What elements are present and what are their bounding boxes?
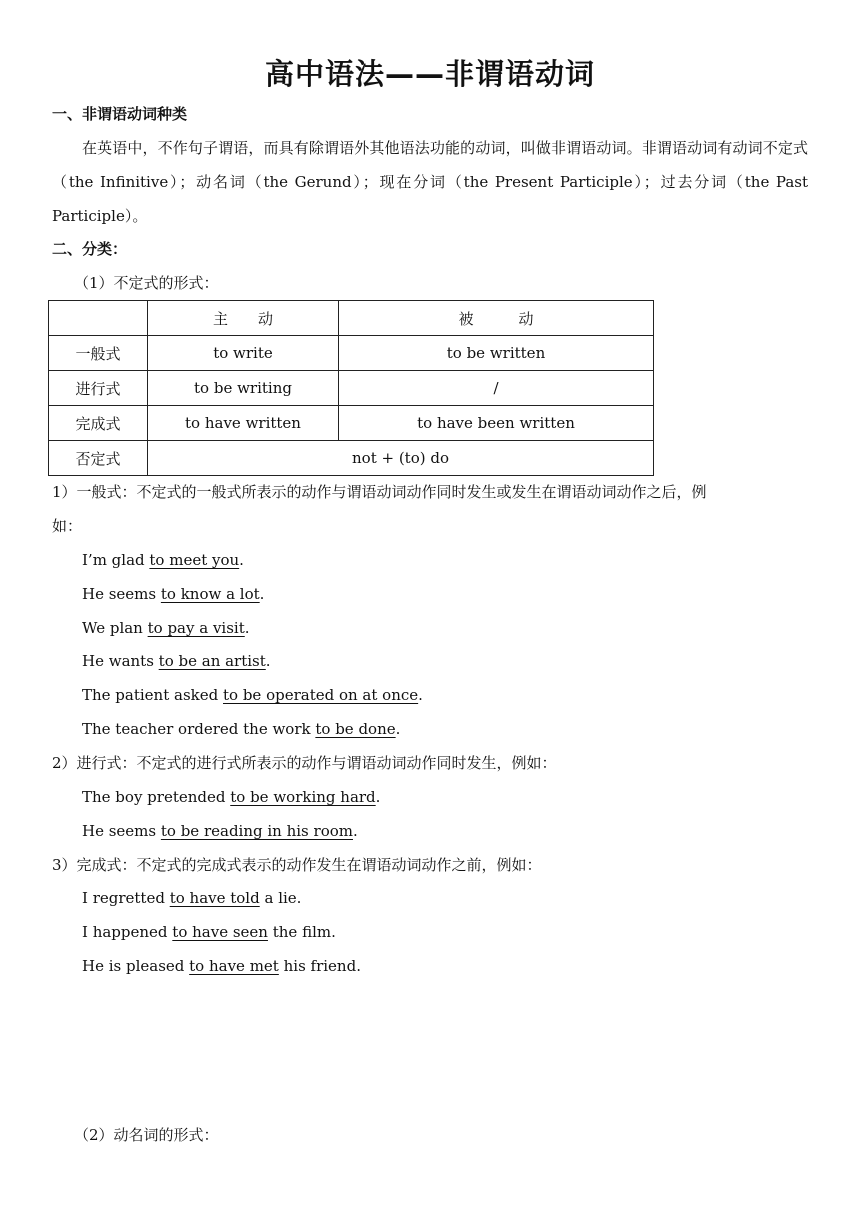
table-header-cell: 主 动 (148, 301, 339, 336)
example-text: the film. (267, 923, 336, 941)
example-sentence (82, 888, 301, 908)
table-row (49, 336, 654, 371)
example-sentence (82, 550, 244, 570)
table-cell: 一般式 (49, 336, 148, 371)
table-cell: 完成式 (49, 406, 148, 441)
example-text: his friend. (278, 957, 361, 975)
example-underlined: to have told (169, 889, 260, 907)
table-header-cell: 被 动 (339, 301, 654, 336)
example-text: The patient asked (82, 686, 223, 704)
page-title: 高中语法——非谓语动词 (264, 57, 595, 91)
subheading-gerund-forms: （2）动名词的形式： (74, 1126, 219, 1144)
example-underlined: to be reading in his room (160, 822, 353, 840)
example-text: . (352, 822, 358, 840)
example-sentence (82, 787, 380, 807)
example-text: He is pleased (82, 957, 190, 975)
example-underlined: to be an artist (158, 652, 266, 670)
table-header-row (49, 301, 654, 336)
example-sentence (82, 651, 271, 671)
subheading-infinitive-forms: （1）不定式的形式： (74, 274, 219, 292)
example-text: . (265, 652, 271, 670)
table-cell: to have been written (339, 406, 654, 441)
point-simple-form: 1）一般式：不定式的一般式所表示的动作与谓语动词动作同时发生或发生在谓语动词动作之后，例 (52, 483, 707, 501)
intro-paragraph: 在英语中，不作句子谓语，而具有除谓语外其他语法功能的动词，叫做非谓语动词。非谓语动词有动词不定式（the Infinitive）；动名词（the Gerund）；现在分词（the Present Participle）；过去分词（the Past Participle）。 (52, 139, 808, 225)
example-text: . (375, 788, 381, 806)
example-text: a lie. (259, 889, 302, 907)
example-underlined: to have seen (172, 923, 268, 941)
example-sentence (82, 922, 336, 942)
example-underlined: to have met (189, 957, 279, 975)
example-text: I’m glad (82, 551, 150, 569)
example-text: . (259, 585, 265, 603)
point-progressive-form: 2）进行式：不定式的进行式所表示的动作与谓语动词动作同时发生，例如： (52, 754, 557, 772)
example-sentence (82, 956, 361, 976)
table-row (49, 371, 654, 406)
example-underlined: to meet you (149, 551, 240, 569)
table-cell: to be written (339, 336, 654, 371)
example-text: . (239, 551, 244, 569)
example-text: The teacher ordered the work (82, 720, 316, 738)
table-row (49, 441, 654, 476)
point-perfect-form: 3）完成式：不定式的完成式表示的动作发生在谓语动词动作之前，例如： (52, 856, 542, 874)
example-text: I happened (82, 923, 173, 941)
example-underlined: to be done (315, 720, 396, 738)
infinitive-forms-table (48, 300, 654, 476)
point-simple-form-cont: 如： (52, 517, 83, 535)
example-text: The boy pretended (82, 788, 231, 806)
table-cell: to write (148, 336, 339, 371)
example-text: We plan (82, 619, 148, 637)
table-cell: 否定式 (49, 441, 148, 476)
example-sentence (82, 719, 400, 739)
example-text: He seems (82, 585, 161, 603)
section-heading-classification: 二、分类： (52, 240, 128, 258)
example-text: I regretted (82, 889, 170, 907)
table-cell: to be writing (148, 371, 339, 406)
table-cell: 进行式 (49, 371, 148, 406)
section-heading-types: 一、非谓语动词种类 (52, 105, 188, 123)
table-header-cell (49, 301, 148, 336)
table-cell: to have written (148, 406, 339, 441)
example-underlined: to be operated on at once (223, 686, 419, 704)
example-text: . (395, 720, 401, 738)
table-row (49, 406, 654, 441)
example-text: . (418, 686, 423, 704)
example-sentence (82, 584, 264, 604)
example-sentence (82, 618, 250, 638)
example-text: . (244, 619, 250, 637)
example-text: He seems (82, 822, 161, 840)
example-underlined: to pay a visit (147, 619, 245, 637)
example-sentence (82, 685, 423, 705)
example-underlined: to be working hard (230, 788, 376, 806)
example-sentence (82, 821, 358, 841)
example-underlined: to know a lot (160, 585, 260, 603)
table-cell: not + (to) do (148, 441, 654, 476)
table-cell: / (339, 371, 654, 406)
example-text: He wants (82, 652, 159, 670)
